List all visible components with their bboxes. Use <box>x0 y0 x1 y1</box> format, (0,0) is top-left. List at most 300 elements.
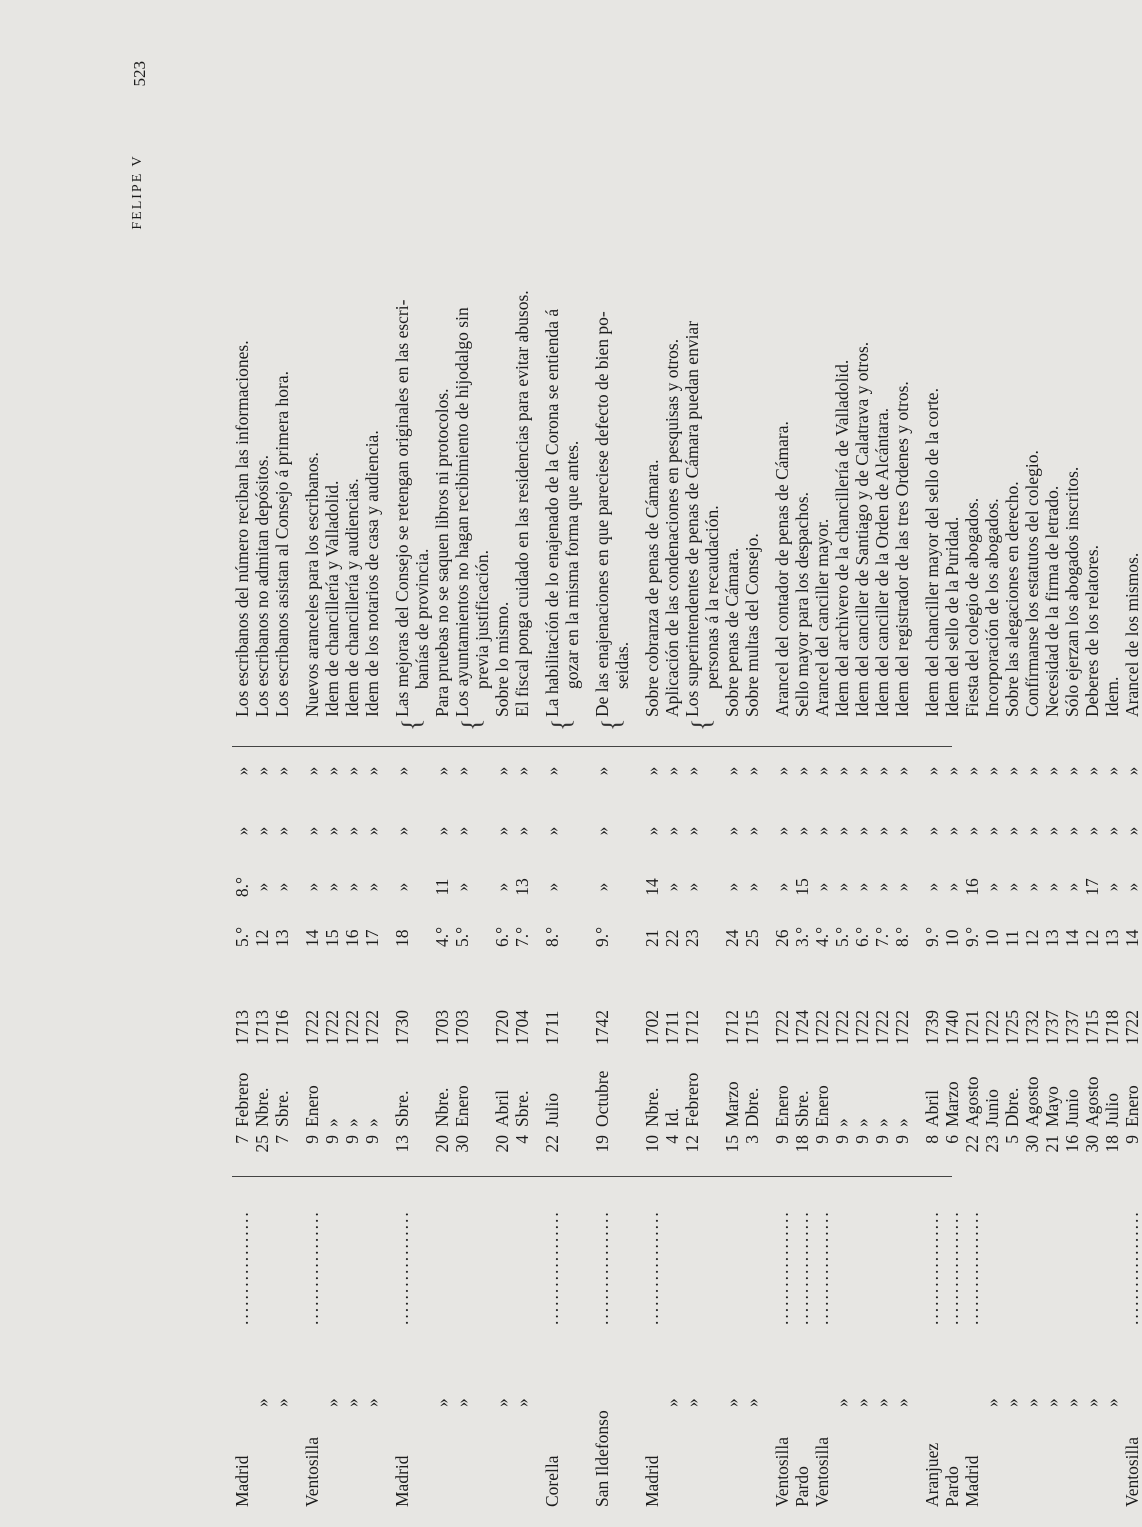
month-cell: » <box>342 1118 362 1127</box>
law-cell: » <box>302 766 322 776</box>
title-cell: » <box>892 882 912 892</box>
law-cell: » <box>342 826 362 836</box>
day-cell: 4 <box>662 1135 682 1144</box>
book-cell: 6.° <box>492 926 512 947</box>
subject-cell-continuation: banías de provincia. <box>412 548 432 689</box>
table-row <box>1082 7 1102 1507</box>
place-cell: Madrid <box>232 1455 252 1507</box>
subject-cell-continuation: seidas. <box>612 641 632 689</box>
year-cell: 1739 <box>922 1010 942 1045</box>
subject-cell: Idem del sello de la Puridad. <box>942 516 962 717</box>
subject-cell: Idem de chancillería y Valladolid. <box>322 480 342 717</box>
day-cell: 25 <box>252 1135 272 1153</box>
table-row <box>302 7 322 1507</box>
subject-cell: Los escribanos del número reciban las informaciones. <box>232 340 252 717</box>
table-row <box>642 7 662 1507</box>
day-cell: 21 <box>1042 1135 1062 1153</box>
law-cell: » <box>232 826 252 836</box>
book-cell: 13 <box>1102 929 1122 947</box>
year-cell: 1722 <box>852 1010 872 1045</box>
subject-cell-continuation: gozar en la misma forma que antes. <box>562 440 582 689</box>
law-cell: » <box>832 766 852 776</box>
title-cell: » <box>942 882 962 892</box>
book-cell: 15 <box>322 929 342 947</box>
month-cell: Id. <box>662 1108 682 1127</box>
year-cell: 1722 <box>322 1010 342 1045</box>
year-cell: 1722 <box>812 1010 832 1045</box>
title-cell: » <box>1102 882 1122 892</box>
place-cell: » <box>492 1398 512 1407</box>
brace-mark: { <box>597 718 626 731</box>
subject-cell: Sólo ejerzan los abogados inscritos. <box>1062 466 1082 717</box>
leader-dots: .................. <box>542 1210 562 1325</box>
place-cell: » <box>362 1398 382 1407</box>
page-number: 523 <box>130 61 149 87</box>
table-row <box>362 7 382 1507</box>
month-cell: Sbre. <box>512 1090 532 1127</box>
law-cell: » <box>792 826 812 836</box>
table-row <box>232 7 252 1507</box>
subject-cell: Sobre multas del Consejo. <box>742 533 762 717</box>
leader-dots: .................. <box>812 1210 832 1325</box>
law-cell: » <box>1102 766 1122 776</box>
book-cell: 7.° <box>872 926 892 947</box>
month-cell: » <box>892 1118 912 1127</box>
title-cell: » <box>1062 882 1082 892</box>
year-cell: 1732 <box>1022 1010 1042 1045</box>
month-cell: Enero <box>1122 1085 1142 1127</box>
month-cell: Marzo <box>722 1081 742 1127</box>
place-cell: » <box>742 1398 762 1407</box>
subject-cell: Idem. <box>1102 676 1122 717</box>
year-cell: 1725 <box>1002 1010 1022 1045</box>
law-cell: » <box>1062 826 1082 836</box>
place-cell: » <box>1062 1398 1082 1407</box>
day-cell: 9 <box>362 1135 382 1144</box>
law-cell: » <box>942 766 962 776</box>
law-cell: » <box>1122 766 1142 776</box>
day-cell: 7 <box>272 1135 292 1144</box>
law-cell: » <box>392 826 412 836</box>
leader-dots: .................. <box>392 1210 412 1325</box>
day-cell: 16 <box>1062 1135 1082 1153</box>
law-cell: » <box>1042 826 1062 836</box>
leader-dots: .................. <box>232 1210 252 1325</box>
brace-mark: { <box>457 718 486 731</box>
place-cell: » <box>272 1398 292 1407</box>
place-cell: Ventosilla <box>812 1437 832 1507</box>
law-cell: » <box>742 826 762 836</box>
year-cell: 1742 <box>592 1010 612 1045</box>
table-row <box>1102 7 1122 1507</box>
law-cell: » <box>812 826 832 836</box>
year-cell: 1724 <box>792 1010 812 1045</box>
law-cell: » <box>852 766 872 776</box>
year-cell: 1712 <box>722 1010 742 1045</box>
month-cell: Enero <box>812 1085 832 1127</box>
day-cell: 30 <box>1022 1135 1042 1153</box>
place-cell: » <box>722 1398 742 1407</box>
leader-dots: .................. <box>942 1210 962 1325</box>
book-cell: 13 <box>272 929 292 947</box>
brace-mark: { <box>687 718 716 731</box>
month-cell: Agosto <box>1022 1076 1042 1127</box>
year-cell: 1740 <box>942 1010 962 1045</box>
table-row <box>892 7 912 1507</box>
book-cell: 14 <box>1122 929 1142 947</box>
title-cell: » <box>392 882 412 892</box>
day-cell: 10 <box>642 1135 662 1153</box>
subject-cell: Sello mayor para los despachos. <box>792 491 812 717</box>
day-cell: 20 <box>432 1135 452 1153</box>
table-row <box>742 7 762 1507</box>
law-cell: » <box>722 826 742 836</box>
law-cell: » <box>592 766 612 776</box>
table-row <box>722 7 742 1507</box>
leader-dots: .................. <box>922 1210 942 1325</box>
subject-cell: De las enajenaciones en que pareciese defecto de bien po- <box>592 311 612 717</box>
title-cell: » <box>322 882 342 892</box>
subject-cell: Sobre las alegaciones en derecho. <box>1002 481 1022 717</box>
running-header: FELIPE V <box>130 154 145 230</box>
law-cell: » <box>1122 826 1142 836</box>
subject-cell: Necesidad de la firma de letrado. <box>1042 485 1062 717</box>
law-cell: » <box>592 826 612 836</box>
subject-cell: Idem del canciller de Santiago y de Calatrava y otros. <box>852 341 872 717</box>
day-cell: 23 <box>982 1135 1002 1153</box>
law-cell: » <box>962 766 982 776</box>
place-cell: » <box>1082 1398 1102 1407</box>
place-cell: » <box>892 1398 912 1407</box>
book-cell: 3.° <box>792 926 812 947</box>
table-row <box>792 7 812 1507</box>
place-cell: Ventosilla <box>302 1437 322 1507</box>
year-cell: 1721 <box>962 1010 982 1045</box>
table-row <box>1002 7 1022 1507</box>
year-cell: 1712 <box>682 1010 702 1045</box>
day-cell: 30 <box>452 1135 472 1153</box>
book-cell: 9.° <box>592 926 612 947</box>
table-row <box>962 7 982 1507</box>
book-cell: 9.° <box>962 926 982 947</box>
brace-mark: { <box>397 718 426 731</box>
day-cell: 9 <box>772 1135 792 1144</box>
day-cell: 6 <box>942 1135 962 1144</box>
book-cell: 5.° <box>832 926 852 947</box>
subject-cell: Idem de chancillería y audiencias. <box>342 478 362 717</box>
book-cell: 12 <box>1082 929 1102 947</box>
leader-dots: .................. <box>302 1210 322 1325</box>
subject-cell: Los ayuntamientos no hagan recibimiento de hijodalgo sin <box>452 307 472 717</box>
year-cell: 1713 <box>252 1010 272 1045</box>
subject-cell: Sobre cobranza de penas de Cámara. <box>642 459 662 717</box>
month-cell: Octubre <box>592 1070 612 1127</box>
day-cell: 9 <box>342 1135 362 1144</box>
law-cell: » <box>682 826 702 836</box>
place-cell: » <box>1022 1398 1042 1407</box>
book-cell: 18 <box>392 929 412 947</box>
title-cell: » <box>542 882 562 892</box>
year-cell: 1703 <box>452 1010 472 1045</box>
book-cell: 10 <box>942 929 962 947</box>
day-cell: 22 <box>962 1135 982 1153</box>
day-cell: 9 <box>892 1135 912 1144</box>
day-cell: 22 <box>542 1135 562 1153</box>
month-cell: Abril <box>492 1090 512 1127</box>
book-cell: 4.° <box>812 926 832 947</box>
day-cell: 30 <box>1082 1135 1102 1153</box>
title-cell: » <box>1022 882 1042 892</box>
subject-cell: Aplicación de las condenaciones en pesquisas y otros. <box>662 338 682 717</box>
law-cell: » <box>342 766 362 776</box>
law-cell: » <box>1002 766 1022 776</box>
law-cell: » <box>512 826 532 836</box>
book-cell: 12 <box>1022 929 1042 947</box>
year-cell: 1737 <box>1042 1010 1062 1045</box>
subject-cell: Nuevos aranceles para los escribanos. <box>302 452 322 717</box>
subject-cell: Arancel del canciller mayor. <box>812 518 832 717</box>
title-cell: » <box>772 882 792 892</box>
place-cell: » <box>252 1398 272 1407</box>
month-cell: Nbre. <box>642 1087 662 1127</box>
subject-cell: Arancel del contador de penas de Cámara. <box>772 421 792 717</box>
subject-cell: Idem del archivero de la chancillería de Valladolid. <box>832 359 852 717</box>
index-table <box>232 7 1142 1507</box>
law-cell: » <box>392 766 412 776</box>
day-cell: 20 <box>492 1135 512 1153</box>
title-cell: » <box>662 882 682 892</box>
year-cell: 1730 <box>392 1010 412 1045</box>
table-row <box>982 7 1002 1507</box>
book-cell: 8.° <box>542 926 562 947</box>
month-cell: Enero <box>452 1085 472 1127</box>
law-cell: » <box>272 766 292 776</box>
year-cell: 1722 <box>892 1010 912 1045</box>
day-cell: 19 <box>592 1135 612 1153</box>
law-cell: » <box>1082 766 1102 776</box>
place-cell: » <box>832 1398 852 1407</box>
day-cell: 18 <box>792 1135 812 1153</box>
title-cell: 17 <box>1082 878 1102 896</box>
place-cell: Pardo <box>792 1466 812 1507</box>
place-cell: » <box>1042 1398 1062 1407</box>
day-cell: 15 <box>722 1135 742 1153</box>
place-cell: » <box>432 1398 452 1407</box>
title-cell: » <box>492 882 512 892</box>
law-cell: » <box>492 766 512 776</box>
table-row <box>832 7 852 1507</box>
law-cell: » <box>432 826 452 836</box>
law-cell: » <box>1022 826 1042 836</box>
title-cell: » <box>342 882 362 892</box>
year-cell: 1722 <box>1122 1010 1142 1045</box>
day-cell: 9 <box>1122 1135 1142 1144</box>
law-cell: » <box>982 826 1002 836</box>
month-cell: Julio <box>1102 1092 1122 1127</box>
law-cell: » <box>1062 766 1082 776</box>
month-cell: Mayo <box>1042 1086 1062 1127</box>
book-cell: 11 <box>1002 930 1022 947</box>
law-cell: » <box>302 826 322 836</box>
book-cell: 21 <box>642 929 662 947</box>
book-cell: 26 <box>772 929 792 947</box>
title-cell: 14 <box>642 878 662 896</box>
title-cell: » <box>1042 882 1062 892</box>
table-row <box>342 7 362 1507</box>
law-cell: » <box>922 826 942 836</box>
law-cell: » <box>662 766 682 776</box>
title-cell: » <box>922 882 942 892</box>
book-cell: 16 <box>342 929 362 947</box>
law-cell: » <box>892 766 912 776</box>
table-row-continuation <box>412 7 432 1507</box>
month-cell: Agosto <box>1082 1076 1102 1127</box>
subject-cell: Idem de los notarios de casa y audiencia. <box>362 430 382 717</box>
book-cell: 8.° <box>892 926 912 947</box>
title-cell: » <box>1122 882 1142 892</box>
leader-dots: .................. <box>642 1210 662 1325</box>
law-cell: » <box>232 766 252 776</box>
table-row <box>812 7 832 1507</box>
book-cell: 9.° <box>922 926 942 947</box>
law-cell: » <box>252 826 272 836</box>
subject-cell: Sobre penas de Cámara. <box>722 547 742 717</box>
table-row <box>922 7 942 1507</box>
day-cell: 9 <box>812 1135 832 1144</box>
year-cell: 1722 <box>832 1010 852 1045</box>
book-cell: 7.° <box>512 926 532 947</box>
law-cell: » <box>982 766 1002 776</box>
law-cell: » <box>542 826 562 836</box>
law-cell: » <box>272 826 292 836</box>
book-cell: 13 <box>1042 929 1062 947</box>
law-cell: » <box>1102 826 1122 836</box>
place-cell: Ventosilla <box>1122 1437 1142 1507</box>
table-row <box>662 7 682 1507</box>
table-row <box>852 7 872 1507</box>
subject-cell: Confírmanse los estatutos del colegio. <box>1022 450 1042 717</box>
subject-cell: El fiscal ponga cuidado en las residencias para evitar abusos. <box>512 290 532 717</box>
table-row <box>432 7 452 1507</box>
place-cell: » <box>452 1398 472 1407</box>
month-cell: » <box>852 1118 872 1127</box>
law-cell: » <box>1042 766 1062 776</box>
brace-mark: { <box>547 718 576 731</box>
law-cell: » <box>452 766 472 776</box>
law-cell: » <box>942 826 962 836</box>
day-cell: 9 <box>832 1135 852 1144</box>
law-cell: » <box>792 766 812 776</box>
law-cell: » <box>1082 826 1102 836</box>
place-cell: » <box>872 1398 892 1407</box>
subject-cell: La habilitación de lo enajenado de la Corona se entienda á <box>542 308 562 717</box>
subject-cell: Fiesta del colegio de abogados. <box>962 497 982 717</box>
book-cell: 6.° <box>852 926 872 947</box>
place-cell: » <box>322 1398 342 1407</box>
year-cell: 1715 <box>742 1010 762 1045</box>
year-cell: 1720 <box>492 1010 512 1045</box>
month-cell: Enero <box>302 1085 322 1127</box>
title-cell: 8.° <box>232 876 252 898</box>
day-cell: 9 <box>852 1135 872 1144</box>
law-cell: » <box>362 826 382 836</box>
year-cell: 1722 <box>982 1010 1002 1045</box>
month-cell: Abril <box>922 1090 942 1127</box>
title-cell: 16 <box>962 878 982 896</box>
subject-cell-continuation: personas á la recaudación. <box>702 505 722 689</box>
month-cell: Febrero <box>232 1072 252 1127</box>
month-cell: Dbre. <box>1002 1087 1022 1127</box>
year-cell: 1722 <box>362 1010 382 1045</box>
place-cell: San Ildefonso <box>592 1410 612 1507</box>
place-cell: Madrid <box>642 1455 662 1507</box>
place-cell: Madrid <box>392 1455 412 1507</box>
law-cell: » <box>832 826 852 836</box>
place-cell: » <box>1002 1398 1022 1407</box>
leader-dots: .................. <box>592 1210 612 1325</box>
table-row-continuation <box>702 7 722 1507</box>
table-row-continuation <box>612 7 632 1507</box>
day-cell: 8 <box>922 1135 942 1144</box>
month-cell: Sbre. <box>392 1090 412 1127</box>
day-cell: 9 <box>322 1135 342 1144</box>
subject-cell: Sobre lo mismo. <box>492 601 512 717</box>
place-cell: » <box>1102 1398 1122 1407</box>
month-cell: Febrero <box>682 1072 702 1127</box>
leader-dots: .................. <box>772 1210 792 1325</box>
place-cell: Madrid <box>962 1455 982 1507</box>
table-row-continuation <box>562 7 582 1507</box>
title-cell: 13 <box>512 878 532 896</box>
place-cell: Aranjuez <box>922 1442 942 1507</box>
month-cell: Agosto <box>962 1076 982 1127</box>
year-cell: 1703 <box>432 1010 452 1045</box>
table-row <box>322 7 342 1507</box>
book-cell: 12 <box>252 929 272 947</box>
law-cell: » <box>642 826 662 836</box>
month-cell: Sbre. <box>792 1090 812 1127</box>
law-cell: » <box>252 766 272 776</box>
table-row <box>272 7 292 1507</box>
place-cell: » <box>512 1398 532 1407</box>
table-row <box>492 7 512 1507</box>
subject-cell: Los escribanos no admitan depósitos. <box>252 455 272 717</box>
table-row <box>942 7 962 1507</box>
law-cell: » <box>922 766 942 776</box>
day-cell: 12 <box>682 1135 702 1153</box>
subject-cell: Arancel de los mismos. <box>1122 552 1142 717</box>
book-cell: 5.° <box>452 926 472 947</box>
law-cell: » <box>742 766 762 776</box>
month-cell: Junio <box>1062 1089 1082 1127</box>
law-cell: » <box>872 826 892 836</box>
subject-cell: Deberes de los relatores. <box>1082 544 1102 717</box>
leader-dots: .................. <box>962 1210 982 1325</box>
place-cell: » <box>982 1398 1002 1407</box>
year-cell: 1718 <box>1102 1010 1122 1045</box>
day-cell: 9 <box>872 1135 892 1144</box>
law-cell: » <box>772 826 792 836</box>
table-row <box>1122 7 1142 1507</box>
year-cell: 1722 <box>342 1010 362 1045</box>
month-cell: Nbre. <box>432 1087 452 1127</box>
law-cell: » <box>662 826 682 836</box>
law-cell: » <box>432 766 452 776</box>
place-cell: Ventosilla <box>772 1437 792 1507</box>
law-cell: » <box>682 766 702 776</box>
table-row <box>512 7 532 1507</box>
title-cell: » <box>592 882 612 892</box>
